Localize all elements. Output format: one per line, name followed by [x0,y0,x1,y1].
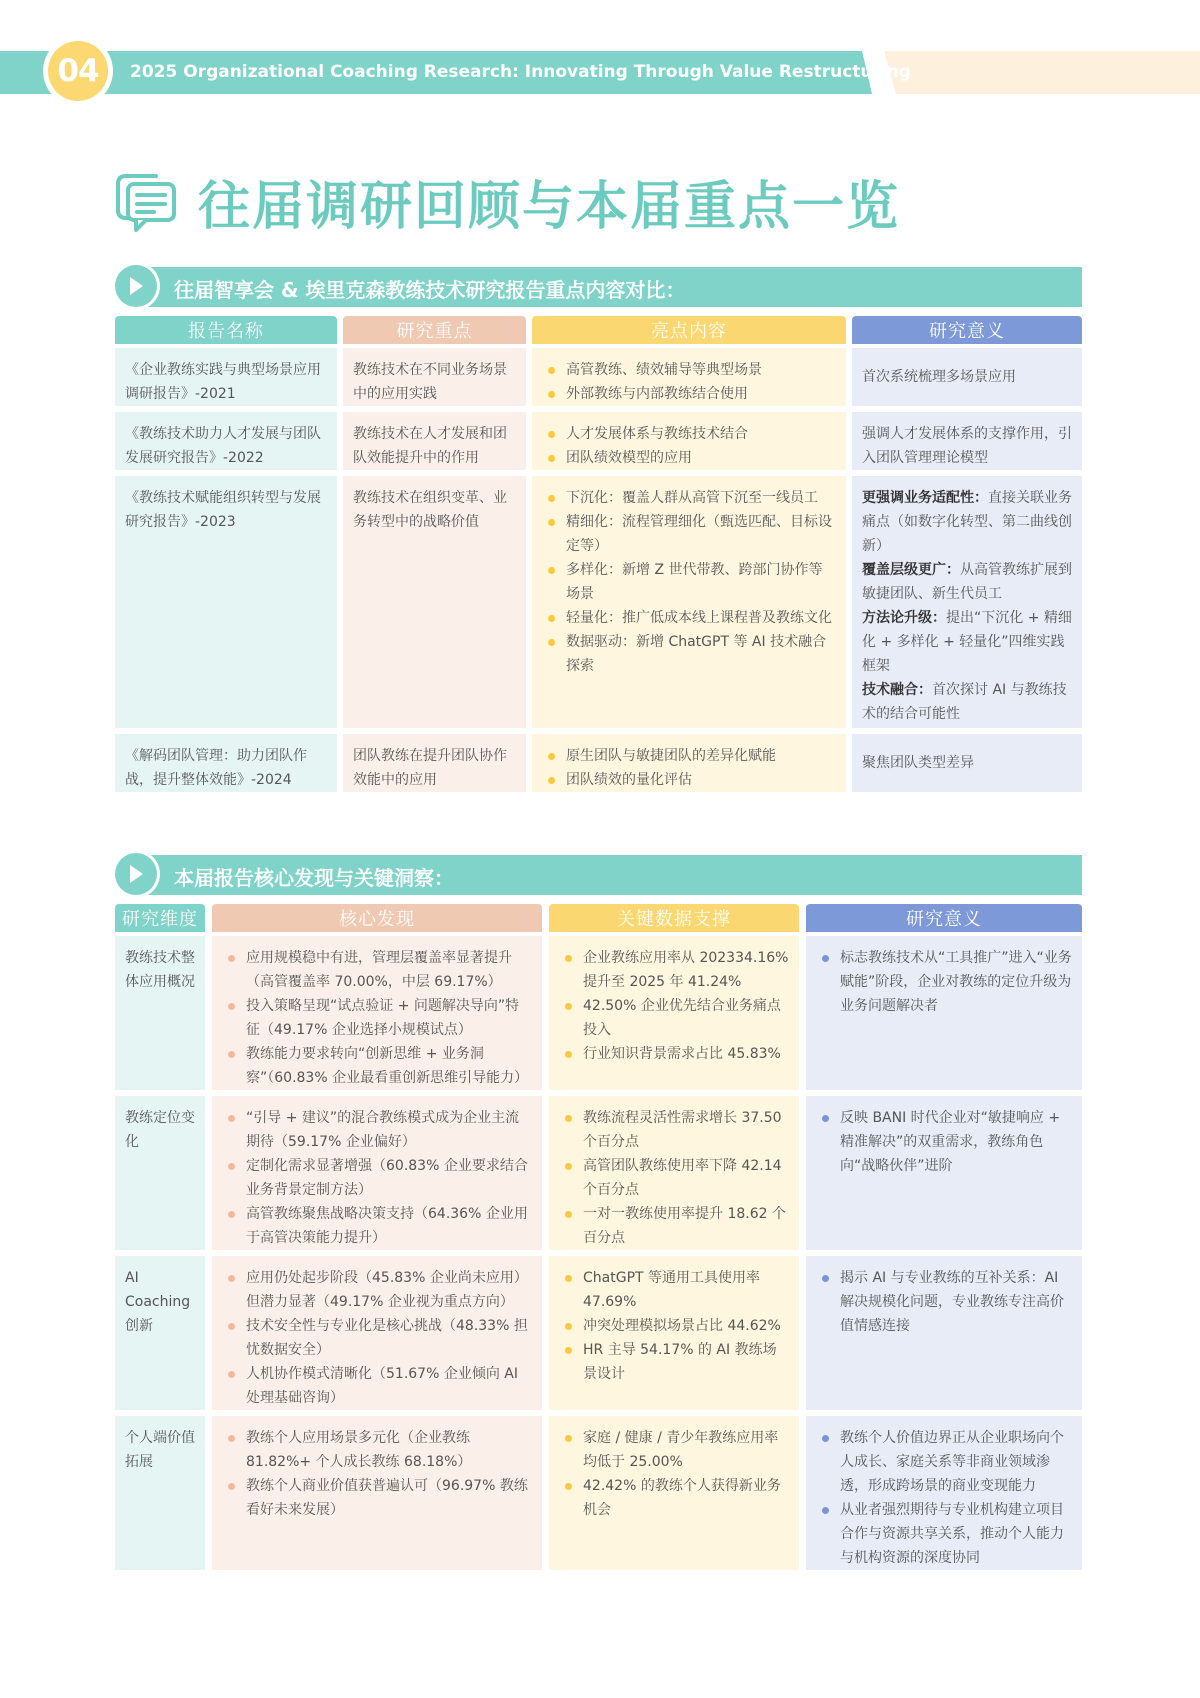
table-cell-report-name: 《企业教练实践与典型场景应用调研报告》-2021 [115,348,337,406]
significance-point [862,558,1072,606]
list-item: 精细化：流程管理细化（甄选匹配、目标设定等） [542,510,836,558]
table-cell-significance [806,1416,1082,1570]
table-cell-significance [806,1096,1082,1250]
significance-text: 提出“下沉化 + 精细化 + 多样化 + 轻量化”四维实践框架 [862,610,1072,674]
list-item: 外部教练与内部教练结合使用 [542,382,836,406]
significance-bold: 更强调业务适配性： [862,490,988,506]
significance-text: 首次探讨 AI 与教练技术的结合可能性 [862,682,1067,722]
list-item: 定制化需求显著增强（60.83% 企业要求结合业务背景定制方法） [222,1154,532,1202]
list-item: 团队绩效模型的应用 [542,446,836,470]
significance-text: 从高管教练扩展到敏捷团队、新生代员工 [862,562,1072,602]
list-item: 人才发展体系与教练技术结合 [542,422,836,446]
list-item: 家庭 / 健康 / 青少年教练应用率均低于 25.00% [559,1426,789,1474]
list-item: 高管教练聚焦战略决策支持（64.36% 企业用于高管决策能力提升） [222,1202,532,1250]
significance-text: 直接关联业务痛点（如数字化转型、第二曲线创新） [862,490,1072,554]
col-header-report-name: 报告名称 [115,316,337,344]
list-item: 高管教练、绩效辅导等典型场景 [542,358,836,382]
table-cell-data [549,1256,799,1410]
significance-text: 首次系统梳理多场景应用 [862,369,1016,385]
significance-point [862,486,1072,558]
list-item: 轻量化：推广低成本线上课程普及教练文化 [542,606,836,630]
list-item: 一对一教练使用率提升 18.62 个百分点 [559,1202,789,1250]
list-item: HR 主导 54.17% 的 AI 教练场景设计 [559,1338,789,1386]
play-icon [127,276,145,296]
table-cell-dimension: 教练技术整体应用概况 [115,936,205,1090]
list-item: “引导 + 建议”的混合教练模式成为企业主流期待（59.17% 企业偏好） [222,1106,532,1154]
chat-document-icon [112,170,178,232]
page-title-row [112,166,900,236]
significance-text: 聚焦团队类型差异 [862,755,974,771]
list-item: 原生团队与敏捷团队的差异化赋能 [542,744,836,768]
significance-point [862,606,1072,678]
play-icon [127,864,145,884]
list-item: 高管团队教练使用率下降 42.14 个百分点 [559,1154,789,1202]
significance-bold: 方法论升级： [862,610,946,626]
list-item: 标志教练技术从“工具推广”进入“业务赋能”阶段，企业对教练的定位升级为业务问题解决者 [816,946,1072,1018]
table-cell-highlights [532,412,846,470]
report-title: 2025 Organizational Coaching Research: Innovating Through Value Restructuring [130,62,911,82]
table-cell-dimension: AI Coaching 创新 [115,1256,205,1410]
col-header-focus: 研究重点 [343,316,526,344]
list-item: 揭示 AI 与专业教练的互补关系：AI 解决规模化问题，专业教练专注高价值情感连接 [816,1266,1072,1338]
col-header-highlights: 亮点内容 [532,316,846,344]
page-number-badge [43,36,113,106]
significance-point [862,678,1072,726]
table-cell-report-name: 《解码团队管理：助力团队作战，提升整体效能》-2024 [115,734,337,792]
table-cell-focus: 教练技术在组织变革、业务转型中的战略价值 [343,476,526,728]
list-item: 冲突处理模拟场景占比 44.62% [559,1314,789,1338]
table-cell-data [549,936,799,1090]
list-item: 42.50% 企业优先结合业务痛点投入 [559,994,789,1042]
table-cell-significance [806,936,1082,1090]
table-cell-significance [852,476,1082,728]
list-item: 投入策略呈现“试点验证 + 问题解决导向”特征（49.17% 企业选择小规模试点） [222,994,532,1042]
list-item: 教练个人商业价值获普遍认可（96.97% 教练看好未来发展） [222,1474,532,1522]
table-cell-data [549,1096,799,1250]
list-item: 下沉化：覆盖人群从高管下沉至一线员工 [542,486,836,510]
table-cell-highlights [532,348,846,406]
list-item: 数据驱动：新增 ChatGPT 等 AI 技术融合探索 [542,630,836,678]
table-cell-focus: 教练技术在人才发展和团队效能提升中的作用 [343,412,526,470]
col-header-significance: 研究意义 [852,316,1082,344]
section1-header [112,262,1082,308]
section1-play-badge [112,262,160,310]
table-cell-dimension: 教练定位变化 [115,1096,205,1250]
list-item: 多样化：新增 Z 世代带教、跨部门协作等场景 [542,558,836,606]
section1-heading: 往届智享会 & 埃里克森教练技术研究报告重点内容对比： [174,278,686,302]
list-item: ChatGPT 等通用工具使用率 47.69% [559,1266,789,1314]
table-cell-significance [852,348,1082,406]
table-cell-data [549,1416,799,1570]
significance-bold: 覆盖层级更广： [862,562,960,578]
col-header-significance: 研究意义 [806,904,1082,932]
list-item: 应用仍处起步阶段（45.83% 企业尚未应用）但潜力显著（49.17% 企业视为重点方向） [222,1266,532,1314]
table-cell-findings [212,1416,542,1570]
significance-text: 强调人才发展体系的支撑作用，引入团队管理理论模型 [862,426,1072,466]
list-item: 教练流程灵活性需求增长 37.50 个百分点 [559,1106,789,1154]
table-cell-highlights [532,476,846,728]
significance-bold: 技术融合： [862,682,932,698]
header-band-tail [884,51,1200,94]
table-cell-findings [212,936,542,1090]
table-cell-findings [212,1256,542,1410]
section2-play-badge [112,850,160,898]
col-header-data: 关键数据支撑 [549,904,799,932]
col-header-findings: 核心发现 [212,904,542,932]
list-item: 企业教练应用率从 202334.16% 提升至 2025 年 41.24% [559,946,789,994]
section2-header [112,850,1082,896]
table-cell-focus: 团队教练在提升团队协作效能中的应用 [343,734,526,792]
list-item: 技术安全性与专业化是核心挑战（48.33% 担忧数据安全） [222,1314,532,1362]
table-cell-significance [852,734,1082,792]
page-title: 往届调研回顾与本届重点一览 [198,176,901,237]
table-cell-focus: 教练技术在不同业务场景中的应用实践 [343,348,526,406]
list-item: 人机协作模式清晰化（51.67% 企业倾向 AI 处理基础咨询） [222,1362,532,1410]
list-item: 42.42% 的教练个人获得新业务机会 [559,1474,789,1522]
list-item: 从业者强烈期待与专业机构建立项目合作与资源共享关系，推动个人能力与机构资源的深度协同 [816,1498,1072,1570]
table-cell-highlights [532,734,846,792]
table-cell-significance [852,412,1082,470]
table-cell-significance [806,1256,1082,1410]
list-item: 应用规模稳中有进，管理层覆盖率显著提升（高管覆盖率 70.00%，中层 69.17%） [222,946,532,994]
section2-heading: 本届报告核心发现与关键洞察： [174,866,454,890]
list-item: 团队绩效的量化评估 [542,768,836,792]
list-item: 反映 BANI 时代企业对“敏捷响应 + 精准解决”的双重需求，教练角色向“战略伙伴”进阶 [816,1106,1072,1178]
table-cell-report-name: 《教练技术赋能组织转型与发展研究报告》-2023 [115,476,337,728]
list-item: 教练个人应用场景多元化（企业教练 81.82%+ 个人成长教练 68.18%） [222,1426,532,1474]
list-item: 行业知识背景需求占比 45.83% [559,1042,789,1066]
list-item: 教练能力要求转向“创新思维 + 业务洞察”（60.83% 企业最看重创新思维引导能力） [222,1042,532,1090]
table-cell-findings [212,1096,542,1250]
list-item: 教练个人价值边界正从企业职场向个人成长、家庭关系等非商业领域渗透，形成跨场景的商业变现能力 [816,1426,1072,1498]
page-number: 04 [48,41,108,101]
col-header-dimension: 研究维度 [115,904,205,932]
table-cell-dimension: 个人端价值拓展 [115,1416,205,1570]
table-cell-report-name: 《教练技术助力人才发展与团队发展研究报告》-2022 [115,412,337,470]
